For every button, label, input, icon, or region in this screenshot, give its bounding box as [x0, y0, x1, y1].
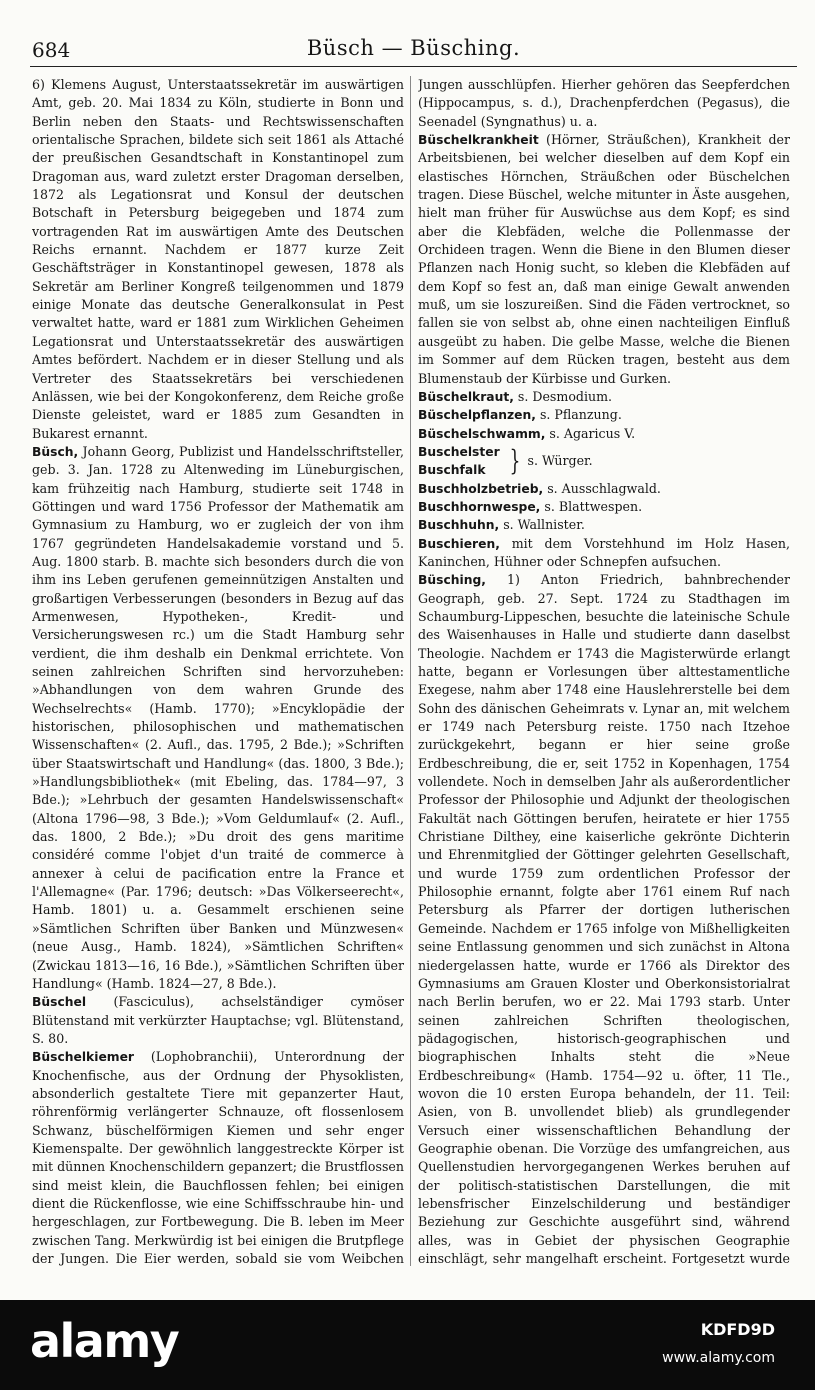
entry-headword: Büschelkrankheit [418, 133, 539, 148]
entry-headword: Buschhuhn, [418, 518, 500, 533]
entry-buschelkraut: Büschelkraut, s. Desmodium. [418, 388, 613, 404]
entry-headword: Buschelster [418, 444, 500, 459]
watermark-logo: alamy [30, 1314, 179, 1368]
entry-headword: Büschelpflanzen, [418, 408, 536, 423]
entry-headword: Buschieren, [418, 536, 500, 551]
column-divider [410, 76, 411, 1266]
left-column [32, 76, 404, 1266]
entry-buschhuhn: Buschhuhn, s. Wallnister. [418, 517, 585, 533]
entry-headword: Buschhornwespe, [418, 499, 541, 514]
entry-buschelpflanzen: Büschelpflanzen, s. Pflanzung. [418, 407, 622, 423]
entry-headword: Büsching, [418, 573, 486, 588]
brace-reference: s. Würger. [527, 453, 593, 469]
entry-headword: Büschelkiemer [32, 1050, 134, 1065]
entry-headword: Büschelkraut, [418, 389, 514, 404]
page-header [32, 34, 795, 68]
right-column [418, 76, 790, 1266]
running-title: Büsch — Büsching. [306, 36, 521, 60]
page-number: 684 [32, 38, 71, 62]
entry-buschelkiemer: Büschelkiemer (Lophobranchii), Unterordnung der Knochenfische, aus der Ordnung der Physoklisten, absonderlich gestaltete Tiere mit gepanzerter Haut, röhrenförmig verlängerter Schnauze, oft flossenlosem Schwanz, büschelförmigen Kiemen und sehr enger Kiemenspalte. Der gewöhnlich langgestreckte Körper ist mit dünnen Knochenschildern gepanzert; die Brustflossen sind meist klein, die Bauchflossen fehlen; bei einigen dient die Rückenflosse, wie eine Schiffsschraube hin- und hergeschlagen, zur Fortbewegung. Die B. leben im Meer zwischen Tang. Merkwürdig ist bei einigen die Brutpflege der Jungen. Die Eier werden, sobald sie vom Weibchen [32, 1049, 404, 1266]
entry-busch: Büsch, Johann Georg, Publizist und Handelsschriftsteller, geb. 3. Jan. 1728 zu Altenweding im Lüneburgischen, kam frühzeitig nach Hamburg, studierte seit 1748 in Göttingen und ward 1756 Professor der Mathematik am Gymnasium zu Hamburg, wo er zugleich der von ihm 1767 gegründeten Handelsakademie vorstand und 5. Aug. 1800 starb. B. machte sich besonders durch die von ihm ins Leben gerufenen gemeinnützigen Anstalten und großartigen Verbesserungen (besonders in Bezug auf das Armenwesen, Hypotheken-, Kredit- und Versicherungswesen rc.) um die Stadt Hamburg sehr verdient, die ihm deshalb ein Denkmal errichtete. Von seinen zahlreichen Schriften sind hervorzuheben: »Abhandlungen von dem wahren Grunde des Wechselrechts« (Hamb. 1770); »Encyklopädie der historischen, philosophischen und mathematischen Wissenschaften« (2. Aufl., das. 1795, 2 Bde.); »Schriften über Staatswirtschaft und Handlung« (das. 1800, 3 Bde.); »Handlungsbibliothek« (mit Ebeling, das. 1784—97, 3 Bde.); »Lehrbuch der gesamten Handelswissenschaft« (Altona 1796—98, 3 Bde.); »Vom Geldumlauf« (2. Aufl., das. 1800, 2 Bde.); »Du droit des gens maritime considéré comme l'objet d'un traité de commerce à annexer à celui de pacification entre la France et l'Allemagne« (Par. 1796; deutsch: »Das Völkerseerecht«, Hamb. 1801) u. a. Gesammelt erschienen seine »Sämtlichen Schriften über Banken und Münzwesen« (neue Ausg., Hamb. 1824), »Sämtlichen Schriften« (Zwickau 1813—16, 16 Bde.), »Sämtlichen Schriften über Handlung« (Hamb. 1824—27, 8 Bde.). [32, 443, 404, 991]
header-rule [30, 66, 797, 67]
entry-headword: Buschholzbetrieb, [418, 481, 544, 496]
entry-headword: Büschel [32, 995, 87, 1010]
entry-continuation: Jungen ausschlüpfen. Hierher gehören das Seepferdchen (Hippocampus, s. d.), Drachenpferdchen (Pegasus), die Seenadel (Syngnathus) u. a. [418, 77, 790, 129]
entry-headword: Buschfalk [418, 463, 486, 478]
watermark-url: www.alamy.com [662, 1350, 775, 1366]
brace-icon: } [509, 444, 520, 478]
entry-klemens-august: 6) Klemens August, Unterstaatssekretär im auswärtigen Amt, geb. 20. Mai 1834 zu Köln, studierte in Bonn und Berlin neben den Staats- und Rechtswissenschaften orientalische Sprachen, bildete sich seit 1861 als Attaché der preußischen Gesandtschaft in Konstantinopel zum Dragoman aus, ward zuletzt erster Dragoman derselben, 1872 als Legationsrat und Konsul der deutschen Botschaft in Petersburg beigegeben und 1874 zum vortragenden Rat im auswärtigen Amte des Deutschen Reichs ernannt. Nachdem er 1877 kurze Zeit Geschäftsträger in Konstantinopel gewesen, 1878 als Sekretär am Berliner Kongreß teilgenommen und 1879 einige Monate das deutsche Generalkonsulat in Pest verwaltet hatte, ward er 1881 zum Wirklichen Geheimen Legationsrat und Unterstaatssekretär des auswärtigen Amtes befördert. Nachdem er in dieser Stellung und als Vertreter des Staatssekretärs bei verschiedenen Anlässen, wie bei der Kongokonferenz, dem Reiche große Dienste geleistet, ward er 1885 zum Gesandten in Bukarest ernannt. [32, 77, 404, 441]
entry-buschhornwespe: Buschhornwespe, s. Blattwespen. [418, 498, 643, 514]
entry-buschholzbetrieb: Buschholzbetrieb, s. Ausschlagwald. [418, 480, 661, 496]
entry-buschelschwamm: Büschelschwamm, s. Agaricus V. [418, 425, 636, 441]
entry-buschel: Büschel (Fasciculus), achselständiger cymöser Blütenstand mit verkürzter Hauptachse; vgl. Blütenstand, S. 80. [32, 994, 404, 1046]
entry-brace-group [418, 443, 790, 480]
brace-headwords [418, 443, 500, 480]
entry-headword: Büschelschwamm, [418, 426, 546, 441]
watermark-image-id: KDFD9D [700, 1320, 775, 1339]
entry-buschieren: Buschieren, mit dem Vorstehhund im Holz Hasen, Kaninchen, Hühner oder Schnepfen aufsuchen. [418, 535, 790, 569]
entry-headword: Büsch, [32, 444, 79, 459]
entry-buschelkrankheit: Büschelkrankheit (Hörner, Sträußchen), Krankheit der Arbeitsbienen, bei welcher dieselben auf dem Kopf ein elastisches Hörnchen, Sträußchen oder Büschelchen tragen. Diese Büschel, welche mitunter in Äste ausgehen, hielt man früher für Auswüchse aus dem Kopf; es sind aber die Klebfäden, welche die Pollenmasse der Orchideen tragen. Wenn die Biene in den Blumen dieser Pflanzen nach Honig sucht, so kleben die Klebfäden auf dem Kopf so fest an, daß man einige Gewalt anwenden muß, um sie loszureißen. Sind die Fäden vertrocknet, so fallen sie von selbst ab, ohne einen nachteiligen Einfluß ausgeübt zu haben. Die gelbe Masse, welche die Bienen im Sommer auf dem Rücken tragen, besteht aus dem Blumenstaub der Kürbisse und Gurken. [418, 132, 790, 386]
entry-busching: Büsching, 1) Anton Friedrich, bahnbrechender Geograph, geb. 27. Sept. 1724 zu Stadthagen im Schaumburg-Lippeschen, besuchte die lateinische Schule des Waisenhauses in Halle und studierte dann daselbst Theologie. Nachdem er 1743 die Magisterwürde erlangt hatte, begann er Vorlesungen über alttestamentliche Exegese, nahm aber 1748 eine Hauslehrerstelle bei dem Sohn des dänischen Geheimrats v. Lynar an, mit welchem er 1749 nach Petersburg reiste. 1750 nach Itzehoe zurückgekehrt, begann er hier seine große Erdbeschreibung, die er, seit 1752 in Kopenhagen, 1754 vollendete. Noch in demselben Jahr als außerordentlicher Professor der Philosophie und Adjunkt der theologischen Fakultät nach Göttingen berufen, heiratete er hier 1755 Christiane Dilthey, eine kaiserliche gekrönte Dichterin und Ehrenmitglied der Göttinger gelehrten Gesellschaft, und wurde 1759 zum ordentlichen Professor der Philosophie ernannt, folgte aber 1761 einem Ruf nach Petersburg als Pfarrer der dortigen lutherischen Gemeinde. Nachdem er 1765 infolge von Mißhelligkeiten seine Entlassung genommen und sich zunächst in Altona niedergelassen hatte, wurde er 1766 als Direktor des Gymnasiums am Grauen Kloster und Oberkonsistorialrat nach Berlin berufen, wo er 22. Mai 1793 starb. Unter seinen zahlreichen Schriften theologischen, pädagogischen, historisch-geographischen und biographischen Inhalts steht die »Neue Erdbeschreibung« (Hamb. 1754—92 u. öfter, 11 Tle., wovon die 10 ersten Europa behandeln, der 11. Teil: Asien, von B. unvollendet blieb) als grundlegender Versuch einer wissenschaftlichen Behandlung der Geographie obenan. Die Vorzüge des umfangreichen, aus Quellenstudien hervorgegangenen Werkes beruhen auf der politisch-statistischen Darstellungen, die mit lebensfrischer Einzelschilderung und beständiger Beziehung zur Geschichte ausgeführt sind, während alles, was in Gebiet der physischen Geographie einschlägt, sehr mangelhaft erscheint. Fortgesetzt wurde [418, 572, 790, 1266]
